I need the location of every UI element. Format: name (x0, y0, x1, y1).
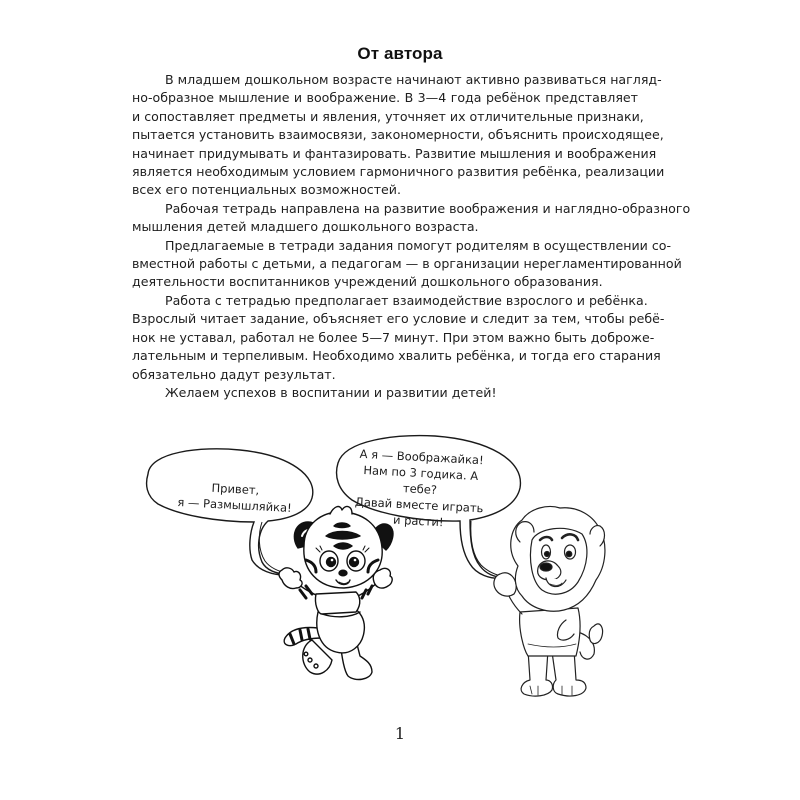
text-line: но-образное мышление и воображение. В 3—4 года ребёнок представляет (132, 90, 638, 106)
speech-line: и расти! (392, 512, 444, 530)
speech-line: Привет, (211, 480, 260, 498)
text-line: всех его потенциальных возможностей. (132, 182, 401, 198)
text-line: лательным и терпеливым. Необходимо хвалить ребёнка, и тогда его старания (132, 348, 661, 364)
text-line: Работа с тетрадью предполагает взаимодействие взрослого и ребёнка. (165, 292, 648, 308)
speech-bubble-left-text (169, 478, 300, 517)
speech-line: А я — Воображайка! (359, 446, 485, 468)
text-line: обязательно дадут результат. (132, 366, 336, 382)
text-line: Желаем успехов в воспитании и развитии детей! (165, 384, 497, 400)
text-line: пытается установить взаимосвязи, закономерности, объяснить происходящее, (132, 127, 664, 143)
text-line: и сопоставляет предметы и явления, уточняет их отличительные признаки, (132, 108, 644, 124)
tiger-cub-illustration (279, 507, 393, 680)
text-line: Взрослый читает задание, объясняет его условие и следит за тем, чтобы ребё- (132, 311, 665, 327)
page-title: От автора (357, 44, 443, 63)
text-line: В младшем дошкольном возрасте начинают активно развиваться нагляд- (165, 72, 662, 87)
text-line: мышления детей младшего дошкольного возраста. (132, 219, 479, 235)
speech-bubble-right-text (343, 445, 497, 533)
page-number: 1 (394, 724, 406, 743)
speech-line: Давай вместе играть (354, 494, 484, 516)
speech-line: Нам по 3 годика. А тебе? (363, 463, 479, 497)
speech-line: я — Размышляйка! (177, 495, 293, 515)
text-line: вместной работы с детьми, а педагогам — в организации нерегламентированной (132, 256, 682, 272)
lion-cub-illustration (494, 507, 605, 697)
text-line: Предлагаемые в тетради задания помогут родителям в осуществлении со- (165, 237, 671, 253)
text-line: деятельности воспитанников учреждений дошкольного образования. (132, 274, 603, 290)
text-line: Рабочая тетрадь направлена на развитие воображения и наглядно-образного (165, 200, 691, 216)
text-line: является необходимым условием гармоничного развития ребёнка, реализации (132, 164, 665, 180)
text-line: нок не уставал, работал не более 5—7 минут. При этом важно быть доброже- (132, 329, 655, 345)
text-line: начинает придумывать и фантазировать. Развитие мышления и воображения (132, 145, 657, 161)
